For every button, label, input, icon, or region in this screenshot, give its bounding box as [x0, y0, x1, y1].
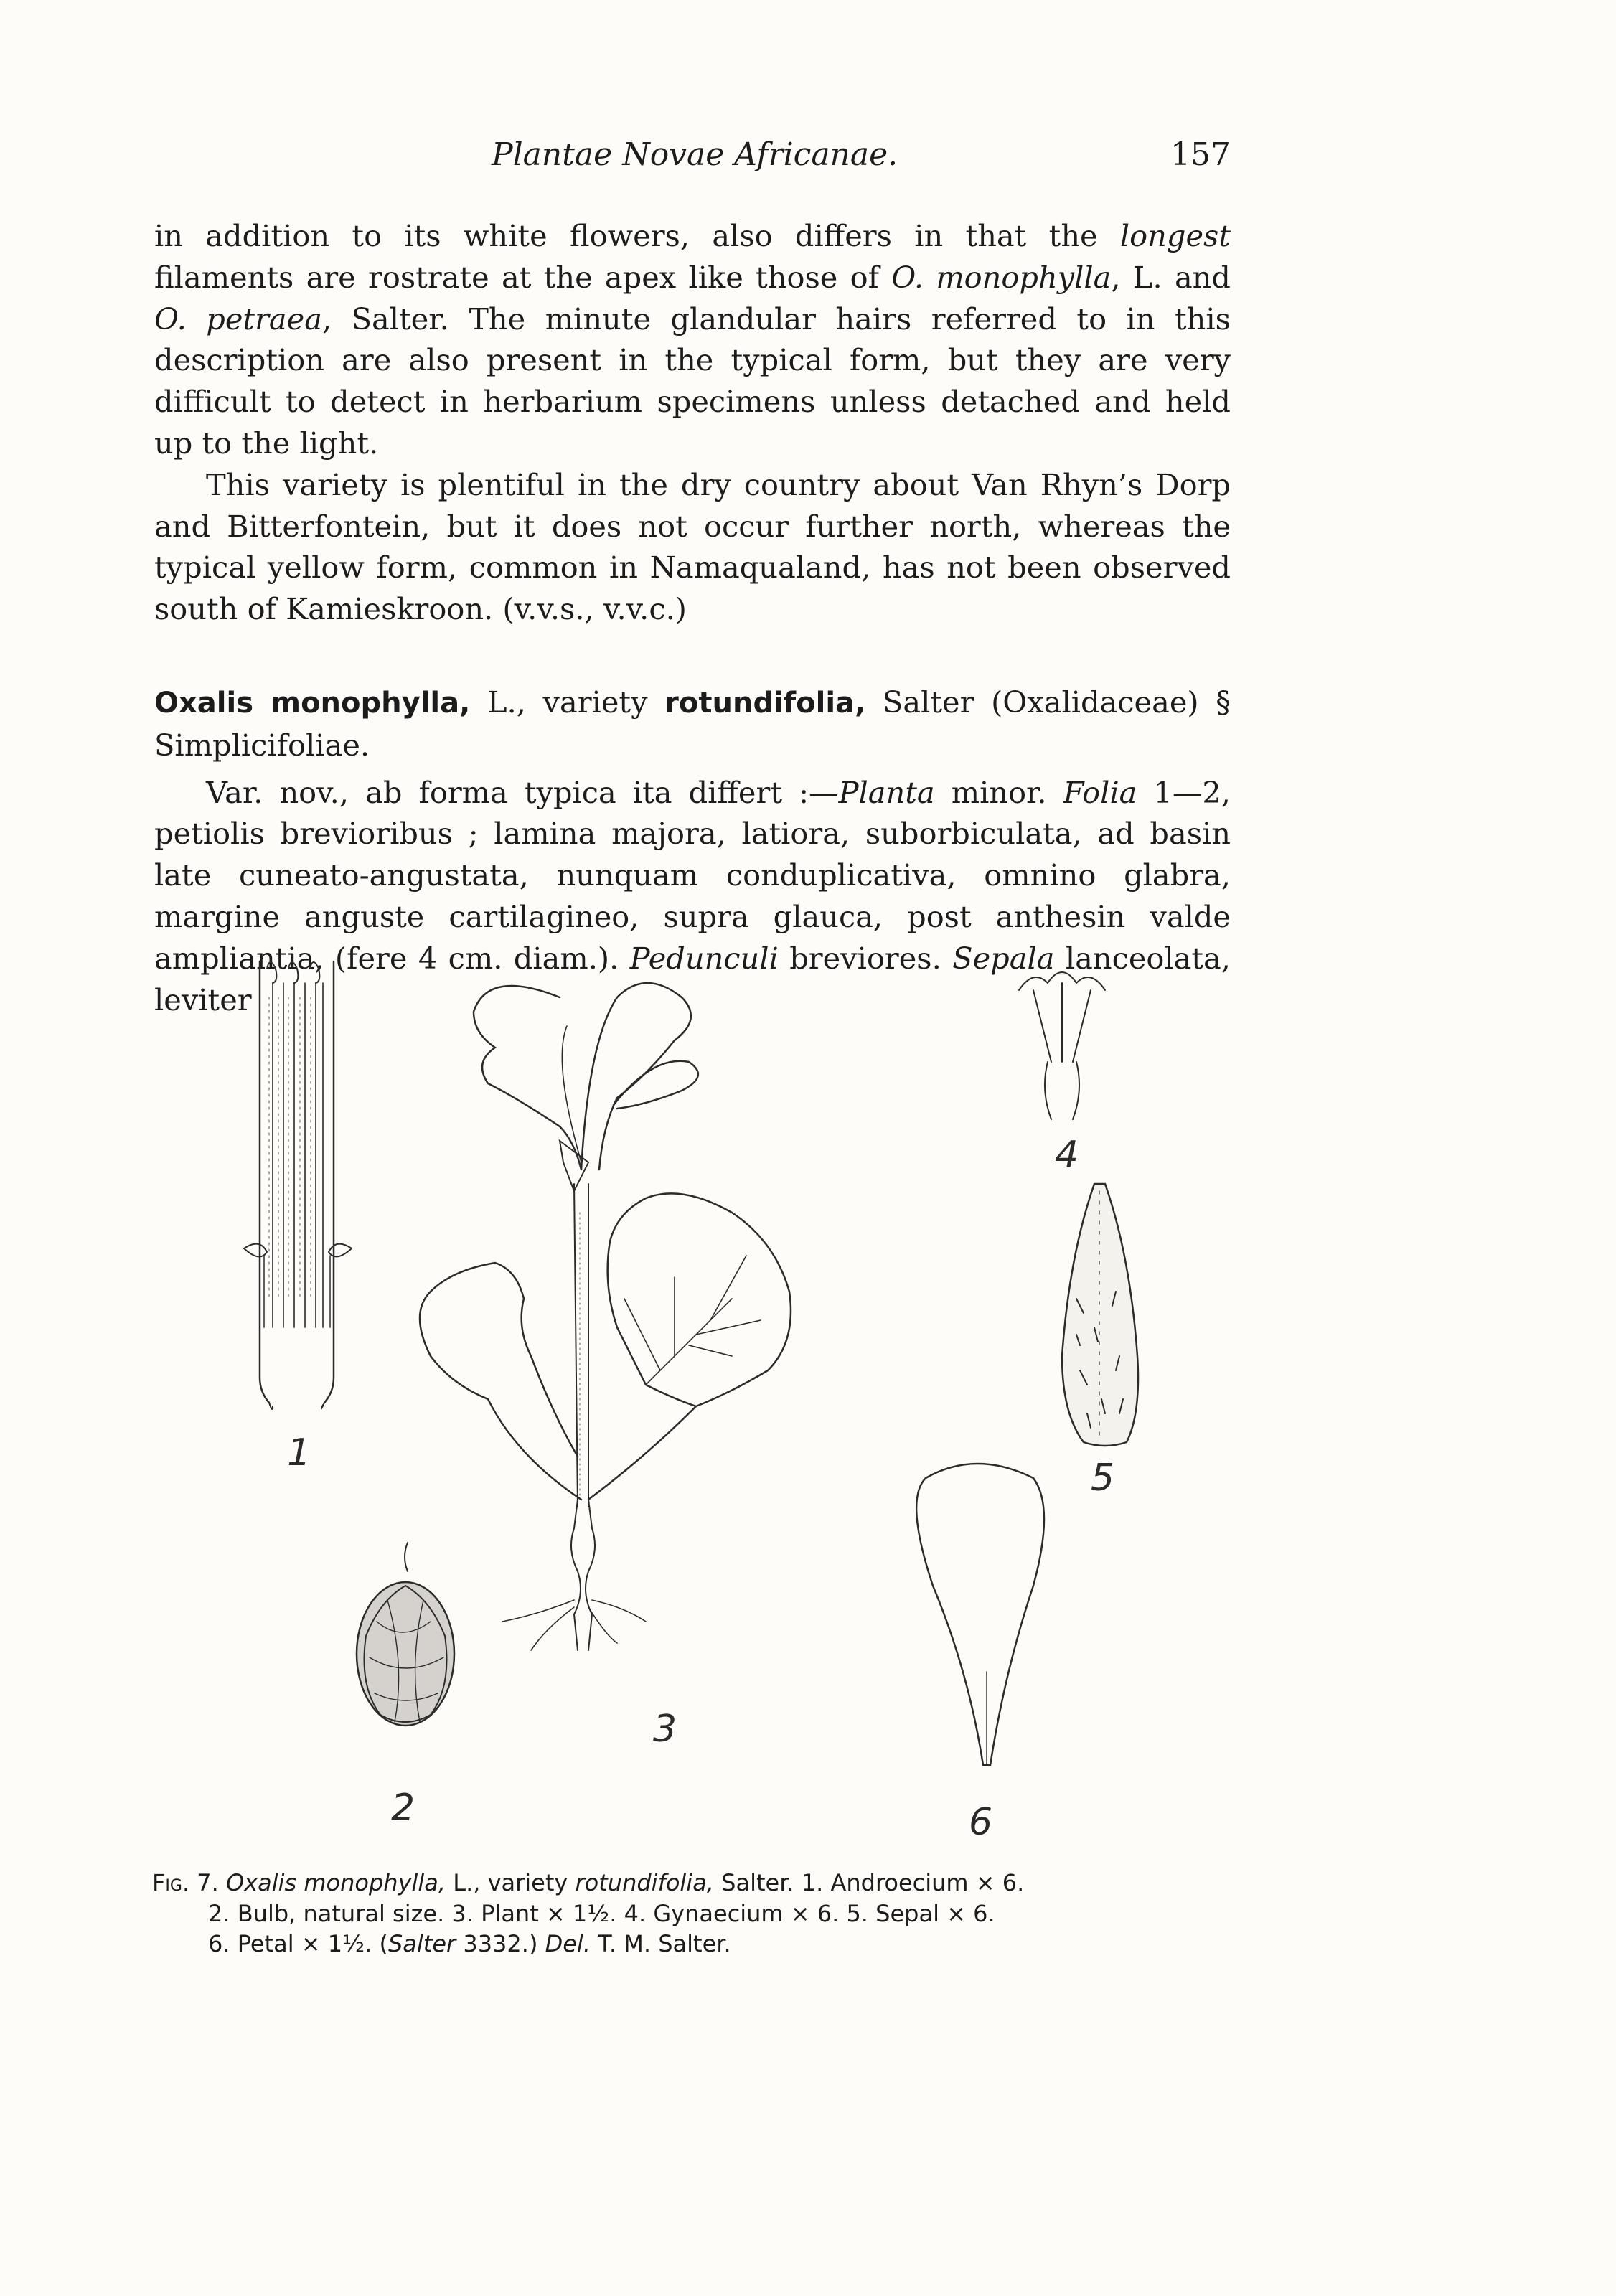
text-run: Salter. 1. Androecium × 6. — [713, 1869, 1025, 1896]
text-run: minor. — [934, 774, 1063, 810]
text-run: 6. Petal × 1½. ( — [208, 1930, 388, 1957]
text-run: filaments are rostrate at the apex like those of — [154, 259, 892, 295]
petal-drawing — [916, 1464, 1044, 1765]
caption-label: Fig. — [152, 1869, 190, 1896]
emphasis: Folia — [1063, 774, 1137, 810]
figure-number-5: 5 — [1091, 1457, 1115, 1500]
plant-drawing — [420, 983, 791, 1650]
text-run: breviores. — [778, 940, 953, 976]
bulb-drawing — [357, 1543, 454, 1726]
sepal-drawing — [1062, 1184, 1138, 1446]
gynaecium-drawing — [1019, 972, 1105, 1119]
emphasis: longest — [1119, 218, 1231, 253]
text-run: 3332.) — [456, 1930, 545, 1957]
species-name: O. monophylla — [891, 259, 1112, 295]
page-header — [154, 136, 1231, 187]
figure-caption — [152, 1868, 1231, 1959]
variety-name: rotundifolia, — [575, 1869, 714, 1896]
androecium-drawing — [244, 961, 352, 1409]
body-text — [154, 215, 1231, 1020]
emphasis: Sepala — [952, 940, 1055, 976]
text-run: lanceolata, leviter — [154, 940, 1231, 1017]
text-run: , L. and — [1111, 259, 1231, 295]
figure-number-2: 2 — [391, 1787, 415, 1830]
figure-number-6: 6 — [969, 1801, 993, 1844]
caption-line-2: 2. Bulb, natural size. 3. Plant × 1½. 4. Gynaecium × 6. 5. Sepal × 6. — [208, 1899, 995, 1927]
figure-number-4: 4 — [1055, 1134, 1079, 1177]
text-run: T. M. Salter. — [590, 1930, 731, 1957]
species-name: Oxalis monophylla, — [226, 1869, 446, 1896]
caption-line-1 — [152, 1868, 1231, 1899]
delineator-label: Del. — [545, 1930, 591, 1957]
caption-line-3 — [152, 1929, 1231, 1959]
paragraph-distribution: This variety is plentiful in the dry country about Van Rhyn’s Dorp and Bitterfontein, but it does not occur further north, whereas the typical yellow form, common in Namaqualand, has not been observed south of Kamieskroon. (v.v.s., v.v.c.) — [154, 466, 1231, 627]
paragraph-continuation — [154, 215, 1231, 464]
running-title: Plantae Novae Africanae. — [492, 136, 898, 173]
emphasis: Planta — [838, 774, 935, 810]
collector-name: Salter — [387, 1930, 456, 1957]
figure-number-1: 1 — [287, 1431, 311, 1474]
variety-name: rotundifolia, — [664, 686, 866, 720]
text-run: in addition to its white flowers, also differs in that the — [154, 218, 1120, 253]
page-number: 157 — [1170, 136, 1231, 173]
text-run: Salter (Oxalidaceae) § Simplicifoliae. — [154, 684, 1231, 763]
plate-drawing — [215, 954, 1263, 1851]
text-run: 7. — [189, 1869, 226, 1896]
species-name: O. petraea — [154, 301, 322, 337]
taxon-name: Oxalis monophylla, — [154, 686, 471, 720]
taxon-heading — [154, 682, 1231, 766]
text-run: L., variety — [470, 684, 665, 720]
text-run: L., variety — [446, 1869, 576, 1896]
botanical-plate — [215, 954, 1263, 1851]
text-run: , Salter. The minute glandular hairs referred to in this description are also present in the typical form, but they are very difficult to detect in herbarium specimens unless detached and held up to the light. — [154, 301, 1231, 461]
emphasis: Pedunculi — [629, 940, 779, 976]
text-run: 1—2, petiolis brevioribus ; lamina majora, latiora, suborbiculata, ad basin late cuneato-angustata, nunquam conduplicativa, omnino glabra, margine anguste cartilagineo, supra glauca, post anthesin valde ampliantia, (fere 4 cm. diam.). — [154, 774, 1231, 976]
text-run: Var. nov., ab forma typica ita differt :— — [206, 774, 839, 810]
figure-number-3: 3 — [653, 1708, 677, 1751]
